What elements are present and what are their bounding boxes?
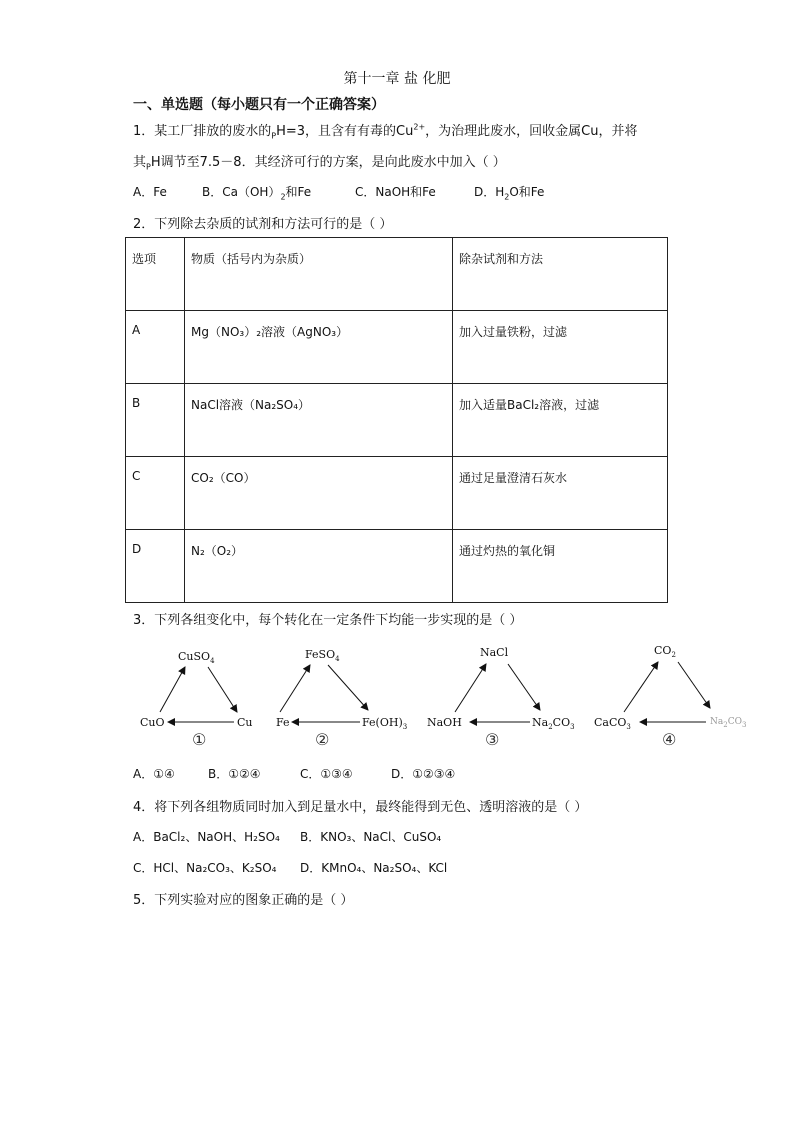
q4-option-d[interactable]: D．KMnO₄、Na₂SO₄、KCl	[300, 861, 448, 875]
q1-ph-p: P	[271, 131, 277, 141]
q1-option-b-tail: 和Fe	[285, 185, 312, 199]
q3-option-a[interactable]: A．①④	[133, 767, 175, 781]
table-cell-substance: N₂（O₂）	[185, 530, 453, 603]
diagram-3-right: $Na_2CO_3$	[532, 716, 575, 731]
table-row[interactable]	[126, 457, 668, 530]
table-header-cell: 选项	[126, 238, 185, 311]
q1-option-b[interactable]	[202, 183, 311, 200]
table-cell-method: 加入适量BaCl₂溶液，过滤	[453, 384, 668, 457]
arrow-3b	[508, 664, 540, 710]
diagram-3-top: NaCl	[480, 646, 509, 659]
diagram-2	[276, 648, 407, 749]
q3-stem: 3．下列各组变化中，每个转化在一定条件下均能一步实现的是（ ）	[133, 613, 523, 628]
q4-option-a[interactable]: A．BaCl₂、NaOH、H₂SO₄	[133, 830, 280, 844]
q1-text-d: 其	[133, 155, 147, 170]
q1-ph-p2: P	[146, 162, 151, 172]
q1-option-d-sub: 2	[504, 192, 510, 202]
diagram-1-right: Cu	[237, 716, 253, 729]
arrow-3a	[455, 664, 486, 712]
table-cell-key: C	[126, 457, 185, 530]
arrow-2b	[328, 665, 368, 710]
q4-option-b[interactable]: B．KNO₃、NaCl、CuSO₄	[300, 830, 442, 844]
q1-option-b-text: B．Ca（OH）	[202, 185, 281, 199]
diagram-3-label: ③	[485, 730, 500, 749]
q2-stem: 2．下列除去杂质的试剂和方法可行的是（ ）	[133, 217, 393, 232]
table-cell-substance: CO₂（CO）	[185, 457, 453, 530]
q1-text-a: 1．某工厂排放的废水的	[133, 124, 272, 139]
table-header-row	[126, 238, 668, 311]
table-cell-key: D	[126, 530, 185, 603]
diagram-4-right: $Na_2CO_3$	[710, 717, 747, 729]
diagram-1-label: ①	[192, 730, 207, 749]
q3-diagrams	[130, 632, 750, 752]
table-cell-key: B	[126, 384, 185, 457]
table-header-cell: 物质（括号内为杂质）	[185, 238, 453, 311]
table-row[interactable]	[126, 311, 668, 384]
table-row[interactable]	[126, 384, 668, 457]
arrow-4b	[678, 662, 710, 708]
diagram-2-top: FeSO$_4$	[305, 648, 340, 663]
q1-text-c: ，为治理此废水，回收金属Cu，并将	[425, 124, 638, 139]
q1-option-c[interactable]: C．NaOH和Fe	[355, 185, 436, 199]
arrow-1b	[208, 667, 237, 712]
table-cell-substance: NaCl溶液（Na₂SO₄）	[185, 384, 453, 457]
diagram-1	[140, 650, 253, 749]
q1-text-e: H调节至7.5－8．其经济可行的方案，是向此废水中加入（ ）	[150, 155, 506, 170]
q1-option-d[interactable]	[474, 183, 544, 200]
table-cell-key: A	[126, 311, 185, 384]
diagram-4-left: CaCO$_3$	[594, 716, 631, 731]
arrow-2a	[280, 665, 310, 712]
diagram-2-left: Fe	[276, 716, 290, 729]
q1-option-a[interactable]: A．Fe	[133, 185, 167, 199]
q1-option-d-text: D．H	[474, 185, 505, 199]
q1-line2	[133, 151, 506, 170]
diagram-1-top: CuSO$_4$	[178, 650, 215, 665]
table-row[interactable]	[126, 530, 668, 603]
diagram-4-label: ④	[662, 730, 677, 749]
q1-text-b: H=3，且含有有毒的Cu	[276, 124, 414, 139]
diagram-1-left: CuO	[140, 716, 165, 729]
diagram-3	[427, 646, 575, 749]
diagram-3-left: NaOH	[427, 716, 462, 729]
q1-option-b-sub: 2	[280, 192, 286, 202]
table-header-cell: 除杂试剂和方法	[453, 238, 668, 311]
q1-cu-charge: 2+	[413, 122, 426, 132]
diagram-4-top: $CO_2$	[654, 644, 676, 659]
q3-diagram-svg	[130, 632, 750, 752]
q3-option-d[interactable]: D．①②③④	[391, 767, 456, 781]
q1-option-d-tail: O和Fe	[509, 185, 545, 199]
table-cell-substance: Mg（NO₃）₂溶液（AgNO₃）	[185, 311, 453, 384]
diagram-4	[594, 644, 746, 749]
arrow-4a	[624, 662, 658, 712]
table-cell-method: 通过足量澄清石灰水	[453, 457, 668, 530]
section-heading: 一、单选题（每小题只有一个正确答案）	[133, 97, 385, 113]
q5-stem: 5．下列实验对应的图象正确的是（ ）	[133, 893, 354, 908]
q3-option-c[interactable]: C．①③④	[300, 767, 353, 781]
chapter-title: 第十一章 盐 化肥	[343, 71, 451, 87]
q4-stem: 4．将下列各组物质同时加入到足量水中，最终能得到无色、透明溶液的是（ ）	[133, 800, 588, 815]
q4-option-c[interactable]: C．HCl、Na₂CO₃、K₂SO₄	[133, 861, 277, 875]
diagram-2-label: ②	[315, 730, 330, 749]
q3-option-b[interactable]: B．①②④	[208, 767, 261, 781]
table-cell-method: 通过灼热的氧化铜	[453, 530, 668, 603]
q2-table	[125, 237, 668, 603]
arrow-1a	[160, 667, 185, 712]
table-cell-method: 加入过量铁粉，过滤	[453, 311, 668, 384]
diagram-2-right: $Fe(OH)_3$	[362, 716, 408, 731]
q1-line1	[133, 120, 638, 139]
